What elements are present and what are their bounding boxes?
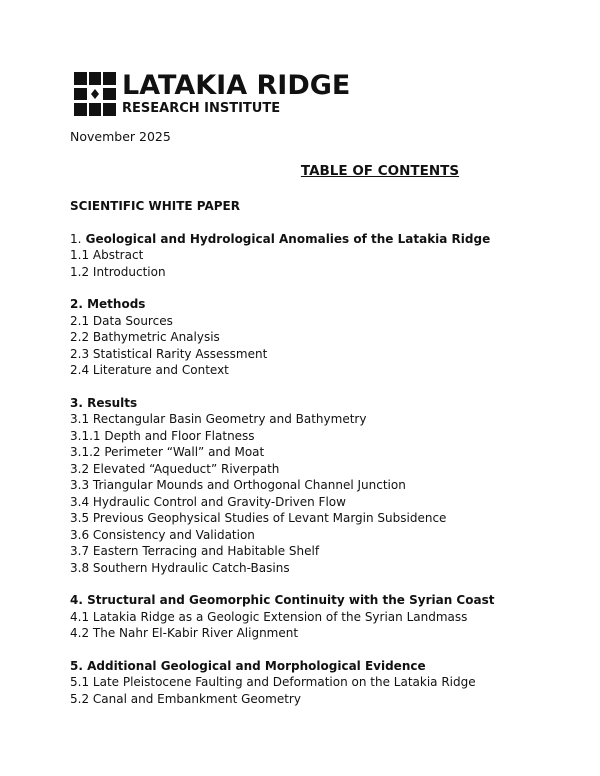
toc-section-number: 1. [70,231,82,246]
toc-entry[interactable]: 5.2 Canal and Embankment Geometry [70,691,301,706]
toc-entry[interactable]: 3.6 Consistency and Validation [70,527,255,542]
toc-entry[interactable]: 3.1.1 Depth and Floor Flatness [70,428,255,443]
org-subtitle: RESEARCH INSTITUTE [122,101,281,116]
document-date: November 2025 [70,129,171,144]
toc-section-title: Additional Geological and Morphological Evidence [82,658,426,673]
toc-section-heading[interactable] [70,658,570,675]
toc-entry[interactable]: 4.2 The Nahr El-Kabir River Alignment [70,626,299,640]
toc-entry[interactable]: 1.1 Abstract [70,248,144,262]
toc-section [70,658,570,708]
toc-entry[interactable]: 4.1 Latakia Ridge as a Geologic Extension of the Syrian Landmass [70,609,468,624]
toc-title: TABLE OF CONTENTS [300,163,460,179]
toc-entry[interactable]: 1.2 Introduction [70,264,166,279]
toc-section-title: Structural and Geomorphic Continuity with the Syrian Coast [82,593,495,607]
org-name: LATAKIA RIDGE [122,70,351,101]
toc-section [70,592,570,642]
toc-entry[interactable]: 3.1.2 Perimeter “Wall” and Moat [70,445,265,459]
toc-section-number: 5. [70,658,83,673]
toc-sections [70,231,570,708]
toc-section-heading[interactable] [70,592,570,609]
toc-entry[interactable]: 2.4 Literature and Context [70,363,229,377]
document-type: SCIENTIFIC WHITE PAPER [70,199,240,213]
toc-entry[interactable]: 2.3 Statistical Rarity Assessment [70,346,268,361]
toc-section-title: Results [82,395,138,410]
toc-entry[interactable]: 3.2 Elevated “Aqueduct” Riverpath [70,461,280,476]
toc-section-heading[interactable] [70,231,570,248]
toc-entry[interactable]: 3.4 Hydraulic Control and Gravity-Driven Flow [70,494,346,509]
toc-entry[interactable]: 3.8 Southern Hydraulic Catch-Basins [70,560,290,575]
toc-section-title: Methods [82,297,146,311]
square-grid-logo-icon [74,72,116,116]
toc-section-title: Geological and Hydrological Anomalies of the Latakia Ridge [81,231,491,246]
toc-entry[interactable]: 3.1 Rectangular Basin Geometry and Bathymetry [70,412,367,426]
toc-section-heading[interactable] [70,296,570,313]
toc-entry[interactable]: 5.1 Late Pleistocene Faulting and Deformation on the Latakia Ridge [70,675,476,689]
toc-section-number: 3. [70,395,83,410]
toc-body [70,198,570,723]
toc-entry[interactable]: 3.3 Triangular Mounds and Orthogonal Channel Junction [70,478,406,492]
toc-section-heading[interactable] [70,395,570,412]
toc-section [70,231,570,281]
toc-section-number: 2. [70,297,83,311]
toc-entry[interactable]: 2.2 Bathymetric Analysis [70,330,220,344]
toc-entry[interactable]: 3.7 Eastern Terracing and Habitable Shelf [70,544,320,558]
toc-section-number: 4. [70,593,83,607]
toc-section [70,296,570,379]
toc-entry[interactable]: 3.5 Previous Geophysical Studies of Levant Margin Subsidence [70,511,447,525]
toc-section [70,395,570,577]
toc-entry[interactable]: 2.1 Data Sources [70,313,173,328]
